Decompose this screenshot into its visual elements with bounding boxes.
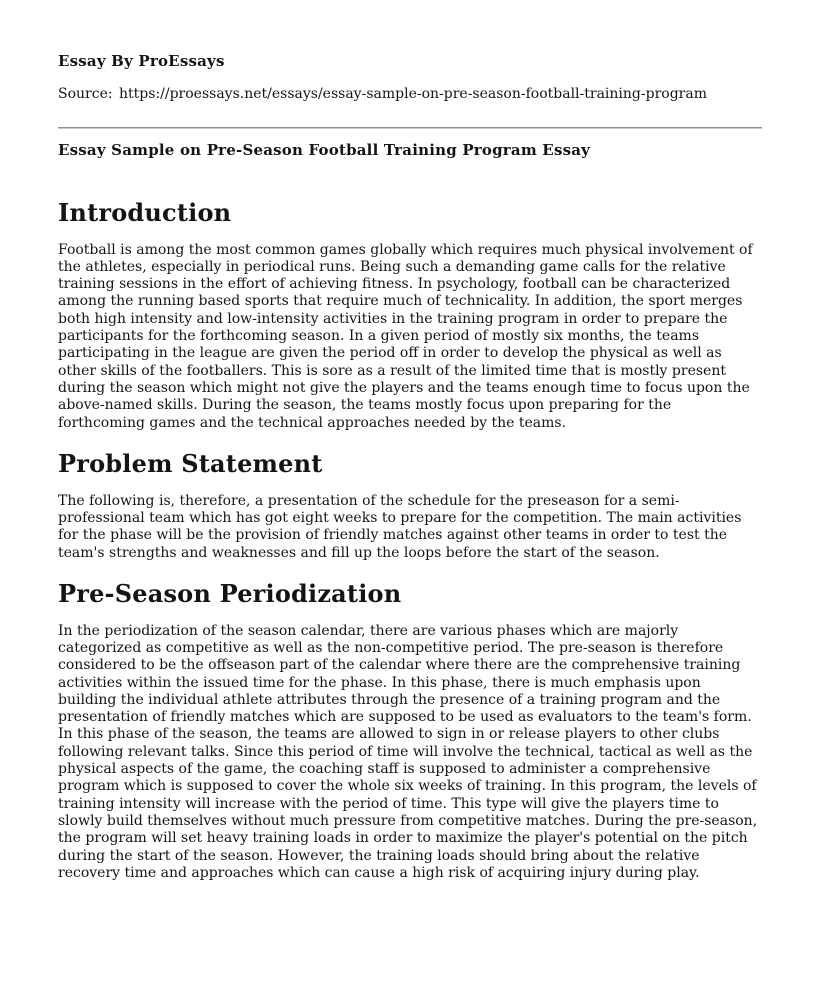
section-problem-statement xyxy=(58,450,762,562)
header-divider xyxy=(58,127,762,129)
source-url: https://proessays.net/essays/essay-sample-on-pre-season-football-training-program xyxy=(119,86,707,102)
section-body-problem-statement: The following is, therefore, a presentation of the schedule for the preseason for a semi-professional team which has got eight weeks to prepare for the competition. The main activities for the phase will be the provision of friendly matches against other teams in order to test the team's strengths and weaknesses and fill up the loops before the start of the season. xyxy=(58,492,742,561)
source-line xyxy=(58,86,762,103)
document-body xyxy=(58,199,762,882)
section-body-introduction: Football is among the most common games globally which requires much physical involvement of the athletes, especially in periodical runs. Being such a demanding game calls for the relative training sessions in the effort of achieving fitness. In psychology, football can be characterized among the running based sports that require much of technicality. In addition, the sport merges both high intensity and low-intensity activities in the training program in order to prepare the participants for the forthcoming season. In a given period of mostly six months, the teams participating in the league are given the period off in order to develop the physical as well as other skills of the footballers. This is sore as a result of the limited time that is mostly present during the season which might not give the players and the teams enough time to focus upon the above-named skills. During the season, the teams mostly focus upon preparing for the forthcoming games and the technical approaches needed by the teams. xyxy=(58,241,753,431)
section-heading-problem-statement: Problem Statement xyxy=(58,448,323,478)
section-introduction xyxy=(58,199,762,432)
byline: Essay By ProEssays xyxy=(58,52,225,70)
source-label: Source: xyxy=(58,86,113,102)
section-body-pre-season-periodization: In the periodization of the season calendar, there are various phases which are majorly categorized as competitive as well as the non-competitive period. The pre-season is therefore considered to be the offseason part of the calendar where there are the comprehensive training activities within the issued time for the phase. In this phase, there is much emphasis upon building the individual athlete attributes through the presence of a training program and the presentation of friendly matches which are supposed to be used as evaluators to the team's form. In this phase of the season, the teams are allowed to sign in or release players to other clubs following relevant talks. Since this period of time will involve the technical, tactical as well as the physical aspects of the game, the coaching staff is supposed to administer a comprehensive program which is supposed to cover the whole six weeks of training. In this program, the levels of training intensity will increase with the period of time. This type will give the players time to slowly build themselves without much pressure from competitive matches. During the pre-season, the program will set heavy training loads in order to maximize the player's potential on the pitch during the start of the season. However, the training loads should bring about the relative recovery time and approaches which can cause a high risk of acquiring injury during play. xyxy=(58,622,758,881)
section-heading-introduction: Introduction xyxy=(58,197,232,227)
section-heading-pre-season-periodization: Pre-Season Periodization xyxy=(58,578,402,608)
document-title: Essay Sample on Pre-Season Football Training Program Essay xyxy=(58,140,591,159)
document-header xyxy=(58,52,762,159)
section-pre-season-periodization xyxy=(58,580,762,882)
